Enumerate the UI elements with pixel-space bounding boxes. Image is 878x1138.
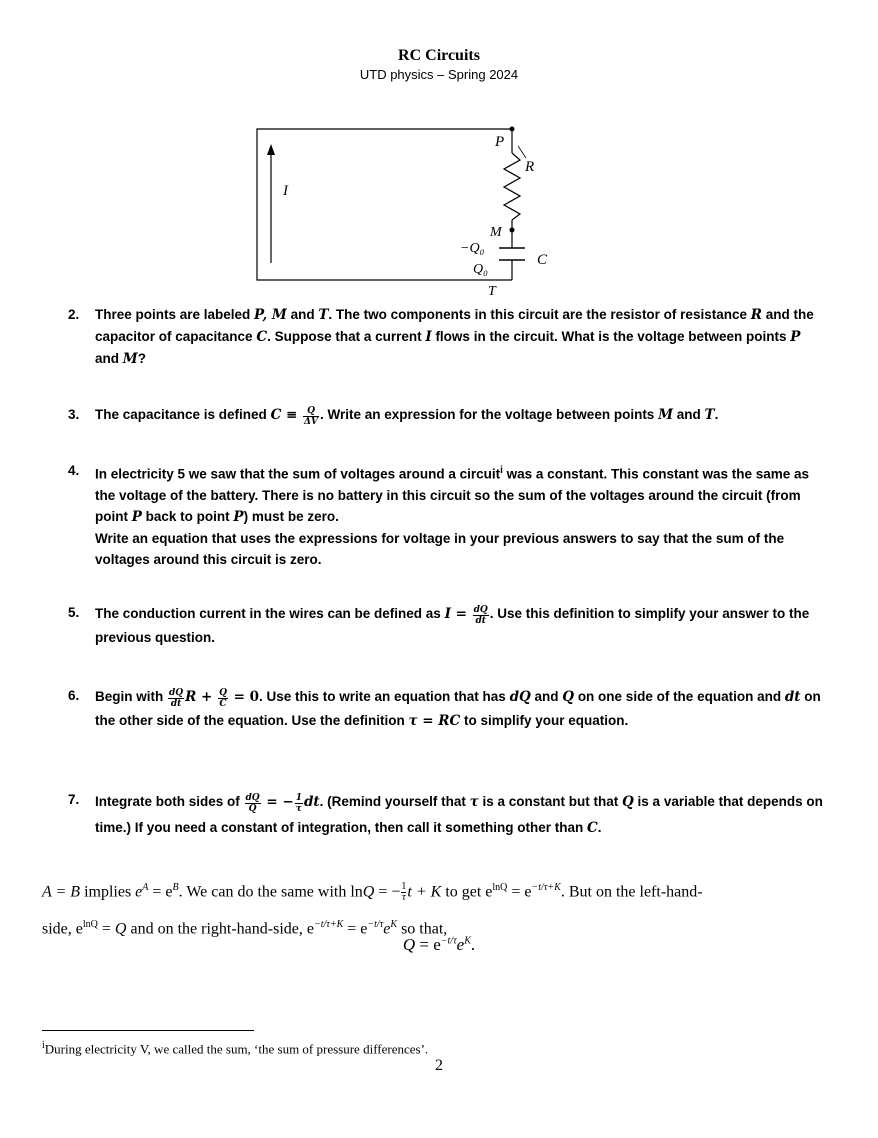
- label-R: R: [525, 159, 535, 175]
- footnote-marker: i: [500, 465, 503, 476]
- question-2: 2. Three points are labeled P, M and T. The two components in this circuit are the resistor of resistance R and the capacitor of capacitance C. Suppose that a current I flows in the circuit. What is the voltage between points P and M?: [68, 304, 828, 370]
- footnote-separator: [42, 1030, 254, 1031]
- question-6: 6. Begin with $\frac{dQ}{dt}$ R + $\frac{Q}{C}$ = 0. Use this to write an equation that has dQ and Q on one side of the equation and dt on the other side of the equation. Use the definition τ = RC to simplify your equation.: [68, 685, 828, 733]
- question-5: 5. The conduction current in the wires can be defined as I = $\frac{dQ}{dt}$ . Use this definition to simplify your answer to the previous question.: [68, 602, 828, 650]
- label-M: M: [490, 225, 502, 240]
- label-I: I: [283, 183, 288, 199]
- label-P: P: [495, 134, 505, 150]
- fraction: $\frac{Q}{C}$: [219, 687, 227, 709]
- question-number: 6.: [68, 688, 80, 703]
- result-equation: $Q = e^{-t/\tau}e^K$.: [402, 935, 476, 954]
- fraction: $\frac{dQ}{dt}$: [473, 604, 488, 626]
- page-number: 2: [435, 1057, 443, 1074]
- closing-line-2: side, $e^{lnQ} = Q$ and on the right-hand-side, $e^{-t/\tau+K} = e^{-t/\tau}e^K$ so that,: [42, 919, 448, 938]
- label-Q0: Q₀: [473, 262, 488, 277]
- footnote: $^i$During electricity V, we called the sum, ‘the sum of pressure differences’.: [42, 1040, 429, 1057]
- page-subtitle: UTD physics – Spring 2024: [359, 67, 519, 82]
- point-M-dot: [510, 228, 515, 233]
- question-4: 4. In electricity 5 we saw that the sum of voltages around a circuit$^i$ was a constant. This constant was the same as the voltage of the battery. There is no battery in this circuit so the sum of the voltages around the circuit (from point P back to point P) must be zero. Write an equation that uses the expressions for voltage in your previous answers to say that the sum of the voltages around this circuit is zero.: [68, 460, 828, 570]
- question-number: 4.: [68, 463, 80, 478]
- resistor-zigzag: [504, 153, 520, 220]
- question-number: 2.: [68, 307, 80, 322]
- rc-circuit-diagram: [240, 118, 580, 298]
- fraction: $\frac{1}{\tau}$: [295, 792, 302, 814]
- label-T: T: [488, 284, 496, 298]
- label-C: C: [537, 252, 548, 268]
- fraction: $\frac{dQ}{Q}$: [245, 792, 260, 814]
- closing-line-1: A = B implies $e^A = e^B$. We can do the same with lnQ = − $\frac{1}{\tau}t + K$ to get $e^{lnQ} = e^{-t/\tau+K}$. But on the left-hand-: [42, 880, 703, 903]
- question-3: 3. The capacitance is defined C ≡ $\frac{Q}{\Delta V}$ . Write an expression for the voltage between points M and T.: [68, 405, 719, 427]
- fraction: $\frac{Q}{\Delta V}$: [304, 405, 318, 427]
- current-arrow-head: [267, 144, 275, 155]
- circuit-wire-top: [257, 129, 512, 280]
- label-neg-Q0: −Q₀: [460, 241, 485, 256]
- question-number: 7.: [68, 792, 80, 807]
- question-7: 7. Integrate both sides of $\frac{dQ}{Q}$ = − $\frac{1}{\tau}$ dt. (Remind yourself that τ is a constant but that Q is a variable that depends on time.) If you need a constant of integration, then call it something other than C.: [68, 789, 828, 841]
- point-P-dot: [510, 127, 515, 132]
- fraction: $\frac{dQ}{dt}$: [169, 687, 184, 709]
- question-number: 5.: [68, 605, 80, 620]
- question-number: 3.: [68, 407, 80, 422]
- page-title: RC Circuits: [398, 47, 480, 64]
